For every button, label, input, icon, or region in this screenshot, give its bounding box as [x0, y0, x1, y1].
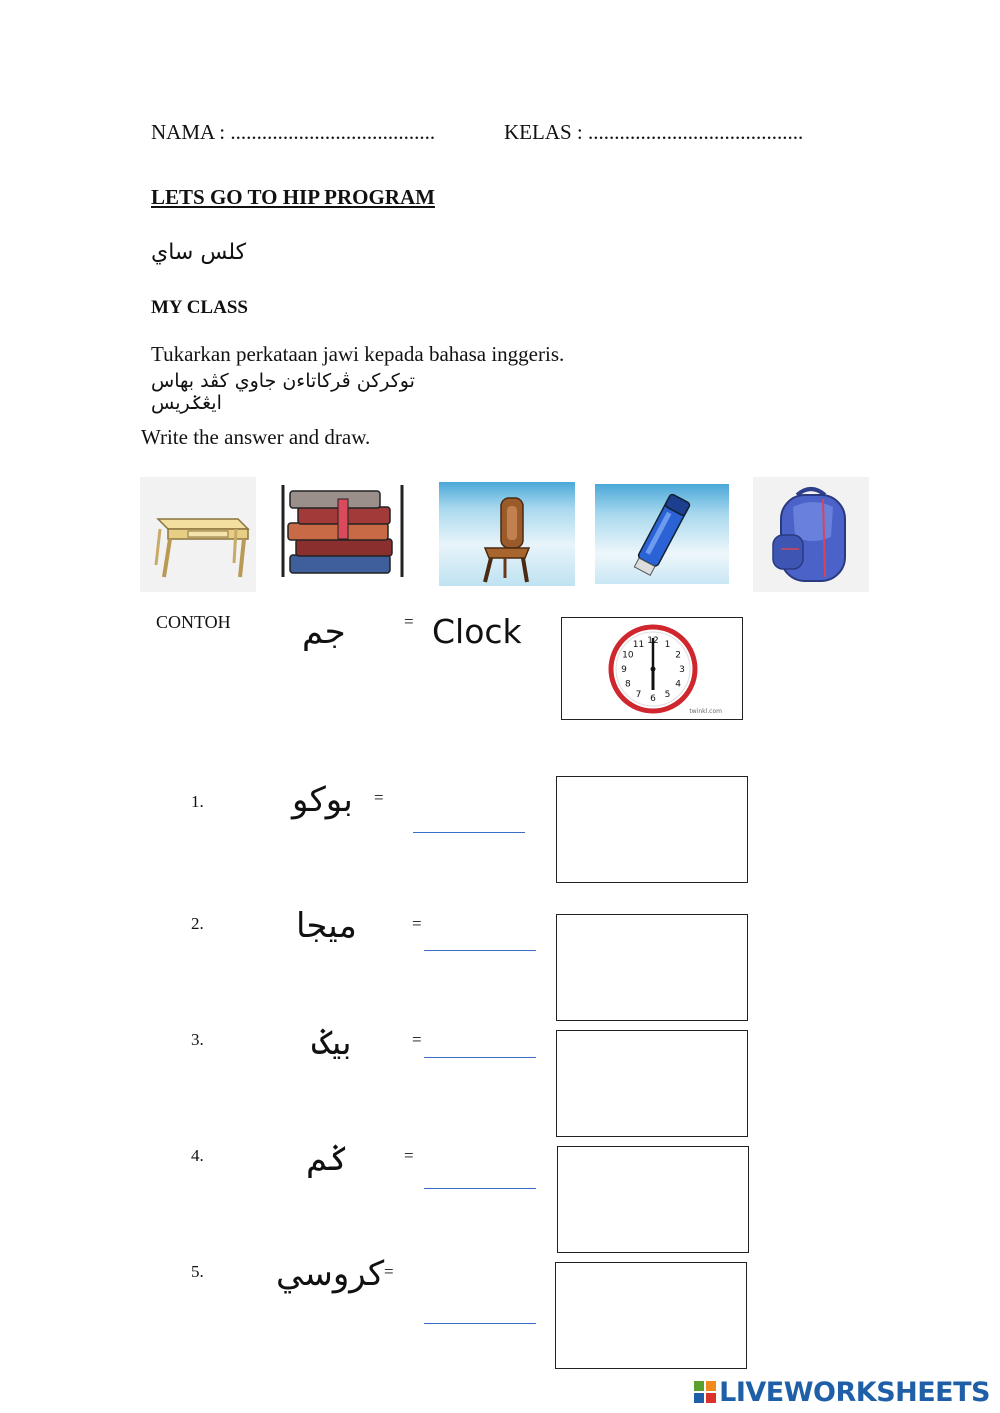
question-number: 5. — [191, 1262, 204, 1281]
question-number: 4. — [191, 1146, 204, 1165]
chair-icon — [439, 482, 575, 586]
name-field-label: NAMA : ....................................... — [151, 120, 436, 144]
clock-numeral: 12 — [647, 636, 659, 646]
clock-numeral: 8 — [625, 679, 631, 690]
question-equals: = — [384, 1262, 394, 1281]
clock-numeral: 11 — [632, 639, 645, 650]
drawing-box[interactable] — [556, 776, 748, 883]
example-label: CONTOH — [156, 612, 231, 632]
liveworksheets-grid-icon — [694, 1381, 716, 1403]
question-jawi-word: ݢم — [306, 1139, 349, 1179]
table-icon — [140, 477, 256, 592]
books-icon — [280, 477, 406, 592]
liveworksheets-logo[interactable] — [694, 1377, 990, 1407]
question-number: 3. — [191, 1030, 204, 1049]
question-equals: = — [412, 1030, 422, 1049]
drawing-box[interactable] — [556, 914, 748, 1021]
drawing-box[interactable] — [555, 1262, 747, 1369]
worksheet-title: LETS GO TO HIP PROGRAM — [151, 185, 435, 209]
question-jawi-word: ميجا — [296, 906, 357, 946]
drawing-box[interactable] — [556, 1030, 748, 1137]
instruction-jawi: توكركن ڤركاتاءن جاوي كڤد بهاس ايڠݢريس — [151, 370, 415, 414]
question-number: 2. — [191, 914, 204, 933]
example-jawi-word: جم — [302, 612, 346, 652]
clock-numeral: 2 — [675, 650, 681, 661]
clock-numeral: 7 — [635, 690, 642, 701]
clock-numeral: 10 — [622, 650, 634, 661]
clock-numeral: 4 — [675, 679, 681, 690]
drawing-box[interactable] — [557, 1146, 749, 1253]
glue-stick-icon — [595, 484, 729, 584]
clock-numeral: 3 — [679, 665, 685, 675]
example-equals: = — [404, 612, 414, 631]
subtitle: MY CLASS — [151, 297, 248, 318]
answer-input-line[interactable] — [413, 832, 525, 833]
answer-input-line[interactable] — [424, 1323, 536, 1324]
question-number: 1. — [191, 792, 204, 811]
jawi-class-heading: كلس ساي — [151, 240, 247, 265]
clock-numeral: 6 — [650, 694, 656, 704]
clock-icon — [562, 618, 742, 719]
clock-numeral: 5 — [664, 690, 671, 701]
question-jawi-word: كروسي — [276, 1254, 385, 1294]
answer-input-line[interactable] — [424, 1188, 536, 1189]
question-jawi-word: بوكو — [292, 780, 353, 820]
example-answer: Clock — [432, 612, 522, 651]
question-equals: = — [412, 914, 422, 933]
liveworksheets-wordmark: LIVEWORKSHEETS — [719, 1376, 990, 1408]
example-drawing-box — [561, 617, 743, 720]
question-jawi-word: بيݢ — [312, 1023, 352, 1063]
class-field-label: KELAS : ......................................... — [504, 120, 804, 144]
school-bag-icon — [753, 477, 869, 592]
question-equals: = — [404, 1146, 414, 1165]
instruction-rumi: Tukarkan perkataan jawi kepada bahasa inggeris. — [151, 342, 565, 366]
clock-numeral: 1 — [664, 639, 671, 650]
question-equals: = — [374, 788, 384, 807]
clock-numeral: 9 — [621, 665, 627, 675]
answer-input-line[interactable] — [424, 1057, 536, 1058]
task-instruction: Write the answer and draw. — [141, 425, 371, 449]
answer-input-line[interactable] — [424, 950, 536, 951]
clock-credit: twinkl.com — [689, 708, 722, 715]
